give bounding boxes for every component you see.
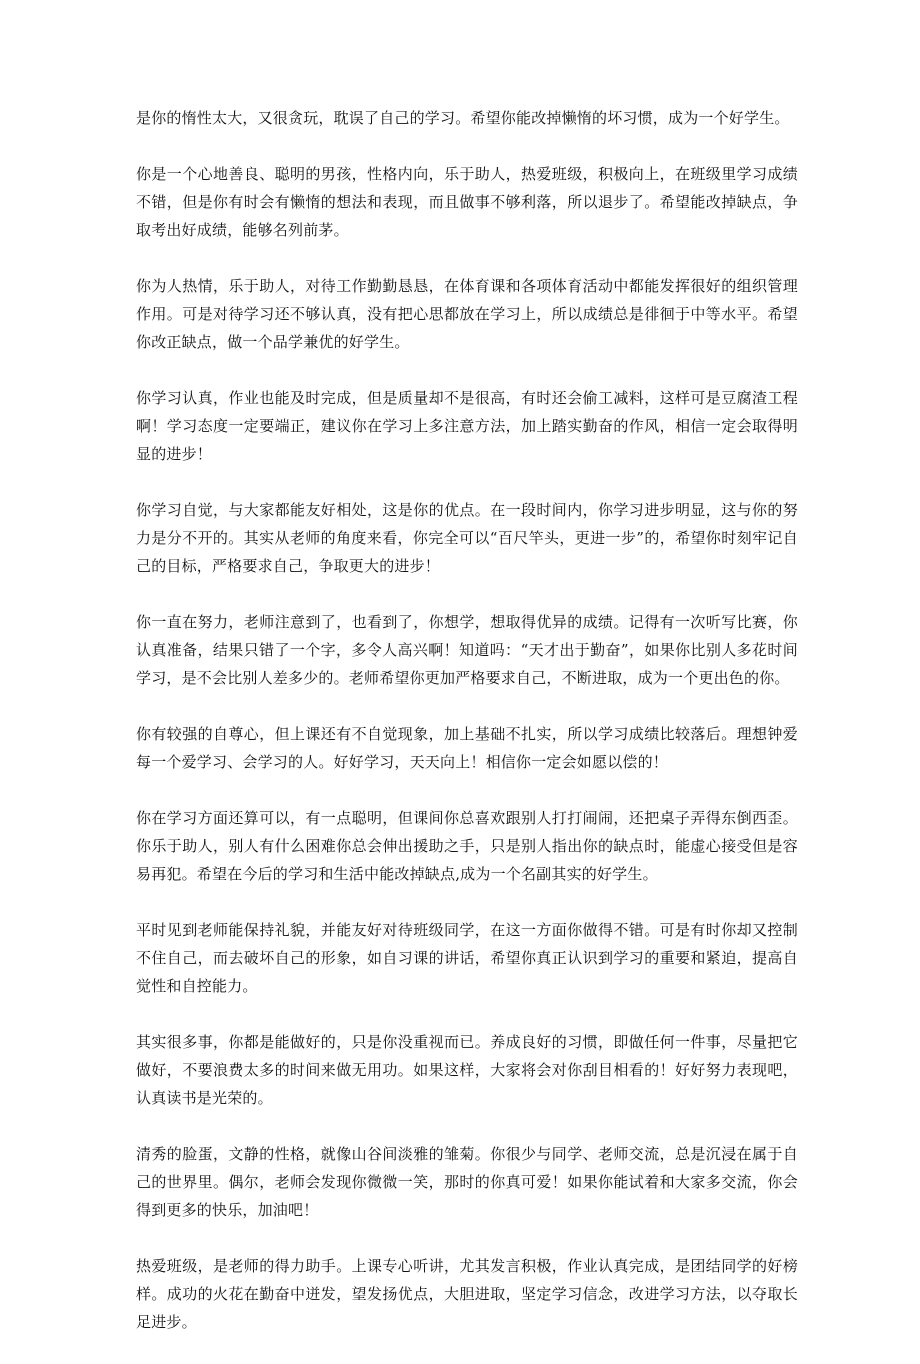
paragraph-7: 你有较强的自尊心，但上课还有不自觉现象，加上基础不扎实，所以学习成绩比较落后。理想钟爱每一个爱学习、会学习的人。好好学习，天天向上！相信你一定会如愿以偿的！ — [136, 725, 798, 771]
paragraph-1: 是你的惰性太大，又很贪玩，耽误了自己的学习。希望你能改掉懒惰的坏习惯，成为一个好学生。 — [136, 109, 790, 127]
paragraph-2: 你是一个心地善良、聪明的男孩，性格内向，乐于助人，热爱班级，积极向上，在班级里学习成绩不错，但是你有时会有懒惰的想法和表现，而且做事不够利落，所以退步了。希望能改掉缺点，争取考出好成绩，能够名列前茅。 — [136, 165, 798, 239]
paragraph-12: 热爱班级，是老师的得力助手。上课专心听讲，尤其发言积极，作业认真完成，是团结同学的好榜样。成功的火花在勤奋中迸发，望发扬优点，大胆进取，坚定学习信念，改进学习方法，以夺取长足进步。 — [136, 1257, 798, 1331]
paragraph-6: 你一直在努力，老师注意到了，也看到了，你想学，想取得优异的成绩。记得有一次听写比赛，你认真准备，结果只错了一个字，多令人高兴啊！知道吗：“天才出于勤奋”，如果你比别人多花时间学习，是不会比别人差多少的。老师希望你更加严格要求自己，不断进取，成为一个更出色的你。 — [136, 613, 798, 687]
paragraph-3: 你为人热情，乐于助人，对待工作勤勤恳恳，在体育课和各项体育活动中都能发挥很好的组织管理作用。可是对待学习还不够认真，没有把心思都放在学习上，所以成绩总是徘徊于中等水平。希望你改正缺点，做一个品学兼优的好学生。 — [136, 277, 798, 351]
paragraph-9: 平时见到老师能保持礼貌，并能友好对待班级同学，在这一方面你做得不错。可是有时你却又控制不住自己，而去破坏自己的形象，如自习课的讲话，希望你真正认识到学习的重要和紧迫，提高自觉性和自控能力。 — [136, 921, 798, 995]
document-body — [136, 104, 798, 1364]
paragraph-4: 你学习认真，作业也能及时完成，但是质量却不是很高，有时还会偷工减料，这样可是豆腐渣工程啊！学习态度一定要端正，建议你在学习上多注意方法，加上踏实勤奋的作风，相信一定会取得明显的进步！ — [136, 389, 798, 463]
paragraph-11: 清秀的脸蛋，文静的性格，就像山谷间淡雅的雏菊。你很少与同学、老师交流，总是沉浸在属于自己的世界里。偶尔，老师会发现你微微一笑，那时的你真可爱！如果你能试着和大家多交流，你会得到更多的快乐，加油吧！ — [136, 1145, 798, 1219]
paragraph-5: 你学习自觉，与大家都能友好相处，这是你的优点。在一段时间内，你学习进步明显，这与你的努力是分不开的。其实从老师的角度来看，你完全可以“百尺竿头，更进一步”的，希望你时刻牢记自己的目标，严格要求自己，争取更大的进步！ — [136, 501, 798, 575]
paragraph-8: 你在学习方面还算可以，有一点聪明，但课间你总喜欢跟别人打打闹闹，还把桌子弄得东倒西歪。你乐于助人，别人有什么困难你总会伸出援助之手，只是别人指出你的缺点时，能虚心接受但是容易再犯。希望在今后的学习和生活中能改掉缺点,成为一个名副其实的好学生。 — [136, 809, 798, 883]
paragraph-10: 其实很多事，你都是能做好的，只是你没重视而已。养成良好的习惯，即做任何一件事，尽量把它做好，不要浪费太多的时间来做无用功。如果这样，大家将会对你刮目相看的！好好努力表现吧，认真读书是光荣的。 — [136, 1033, 798, 1107]
